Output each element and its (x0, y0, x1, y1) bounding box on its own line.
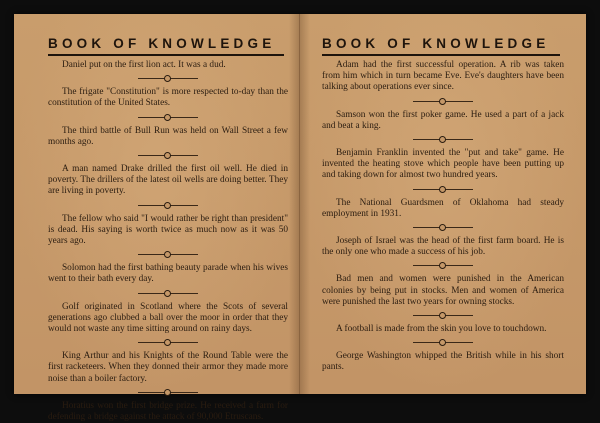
knowledge-entry: The frigate "Constitution" is more respected to-day than the constitution of the United States. (48, 87, 288, 109)
separator-circle-icon (439, 186, 446, 193)
entry-separator (413, 182, 473, 198)
entry-separator (413, 335, 473, 351)
entry-separator (413, 258, 473, 274)
page-title: BOOK OF KNOWLEDGE (48, 36, 276, 51)
entry-separator (138, 148, 198, 164)
title-underline (48, 54, 284, 56)
separator-circle-icon (439, 262, 446, 269)
page-title: BOOK OF KNOWLEDGE (322, 36, 550, 51)
separator-circle-icon (164, 389, 171, 396)
knowledge-entry: Benjamin Franklin invented the "put and take" game. He invented the heating stove which people have been putting up and taking down for almost two hundred years. (322, 148, 564, 181)
entry-separator (138, 71, 198, 87)
separator-circle-icon (164, 75, 171, 82)
knowledge-entry: Golf originated in Scotland where the Scots of several generations ago clubbed a ball over the moor in order that they would not waste any time sitting around on rainy days. (48, 301, 288, 335)
separator-circle-icon (439, 312, 446, 319)
entry-separator (138, 110, 198, 126)
entry-separator (138, 286, 198, 302)
knowledge-entry: Horatius won the first bridge prize. He received a farm for defending a bridge against the attack of 90,000 Etruscans. (48, 400, 288, 423)
knowledge-entry: King Arthur and his Knights of the Round Table were the first racketeers. When they donned their armor they made more noise than a boiler factory. (48, 351, 288, 384)
knowledge-entry: The National Guardsmen of Oklahoma had steady employment in 1931. (322, 197, 564, 219)
separator-circle-icon (439, 224, 446, 231)
knowledge-entry: Samson won the first poker game. He used a part of a jack and beat a king. (322, 109, 564, 131)
entry-separator (413, 308, 473, 324)
knowledge-entry: A football is made from the skin you love to touchdown. (336, 324, 547, 335)
entry-separator (138, 247, 198, 263)
entry-separator (413, 94, 473, 110)
separator-circle-icon (164, 339, 171, 346)
separator-circle-icon (164, 251, 171, 258)
knowledge-entry: Bad men and women were punished in the American colonies by being put in stocks. Men and women of America were punished the last two years for owning stocks. (322, 274, 564, 307)
entry-list (322, 60, 564, 374)
separator-circle-icon (164, 202, 171, 209)
title-underline (322, 54, 560, 56)
knowledge-entry: George Washington whipped the British while in his short pants. (322, 351, 564, 373)
separator-circle-icon (164, 290, 171, 297)
knowledge-entry: Joseph of Israel was the head of the first farm board. He is the only one who made a success of his job. (322, 236, 564, 258)
separator-circle-icon (439, 136, 446, 143)
entry-separator (413, 220, 473, 236)
entry-separator (138, 198, 198, 214)
separator-circle-icon (164, 152, 171, 159)
left-page (14, 14, 300, 423)
knowledge-entry: Adam had the first successful operation. A rib was taken from him which in turn became Eve. Eve's daughters have been talking about operations ever since. (322, 60, 564, 93)
knowledge-entry: Solomon had the first bathing beauty parade when his wives went to their bath every day. (48, 263, 288, 285)
entry-list (48, 60, 288, 423)
knowledge-entry: The third battle of Bull Run was held on Wall Street a few months ago. (48, 125, 288, 147)
entry-separator (413, 132, 473, 148)
open-booklet (14, 14, 586, 423)
right-page (300, 14, 586, 394)
entry-separator (138, 335, 198, 351)
knowledge-entry: A man named Drake drilled the first oil well. He died in poverty. The drillers of the latest oil wells are doing better. They are living in poverty. (48, 164, 288, 197)
entry-separator (138, 385, 198, 401)
separator-circle-icon (439, 98, 446, 105)
knowledge-entry: Daniel put on the first lion act. It was a dud. (62, 60, 226, 70)
knowledge-entry: The fellow who said "I would rather be right than president" is dead. His saying is worth twice as much now as it was 50 years ago. (48, 213, 288, 247)
separator-circle-icon (164, 114, 171, 121)
separator-circle-icon (439, 339, 446, 346)
